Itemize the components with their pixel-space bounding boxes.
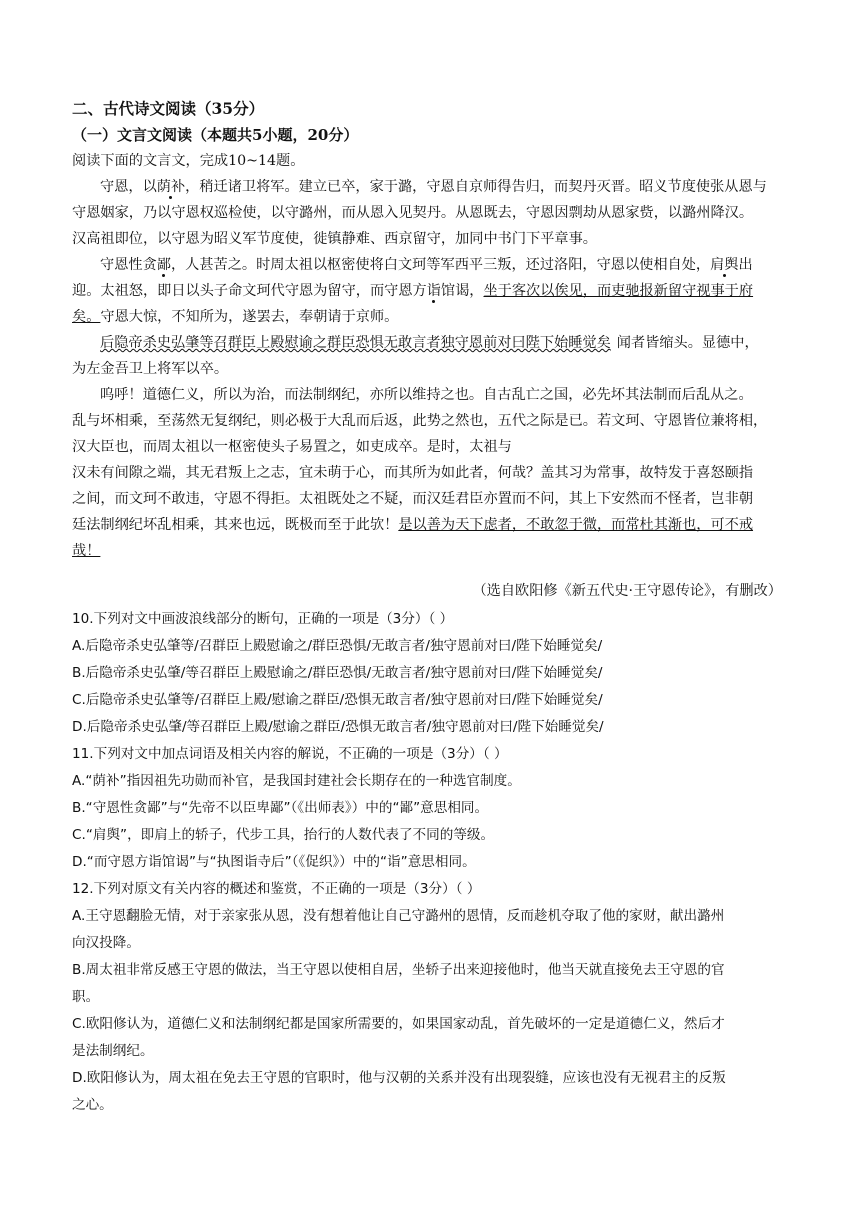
passage-line: [72, 280, 753, 302]
question-12-option-d: D.欧阳修认为，周太祖在免去王守恩的官职时，他与汉朝的关系并没有出现裂缝，应该也没有无视君主的反叛: [72, 1070, 726, 1086]
underlined-sentence: 矣。: [72, 309, 101, 325]
instruction: 阅读下面的文言文，完成10~14题。: [72, 153, 305, 169]
question-12-option-a-cont: 向汉投降。: [72, 935, 140, 951]
dotted-word: 荫补: [156, 179, 186, 195]
question-12-option-c-cont: 是法制纲纪。: [72, 1043, 154, 1059]
question-10-stem: 10.下列对文中画波浪线部分的断句，正确的一项是（3分）（ ）: [72, 611, 454, 627]
passage-line: [72, 540, 100, 562]
underlined-sentence: 是以善为天下虑者，不敢忽于微，而常杜其渐也，可不戒: [398, 517, 754, 533]
passage-line: [100, 332, 759, 354]
question-12-option-d-cont: 之心。: [72, 1097, 113, 1113]
underlined-sentence: 哉！: [72, 543, 101, 559]
text: 出: [738, 257, 753, 273]
underlined-sentence: 坐于客次以俟见，而吏驰报新留守视事于府: [483, 283, 754, 299]
text: 迎。太祖怒，即日以头子命文珂代守恩为留守，而守恩方: [72, 283, 427, 299]
question-11-stem: 11.下列对文中加点词语及相关内容的解说，不正确的一项是（3分）（ ）: [72, 746, 508, 762]
text: 守恩，以: [100, 179, 157, 195]
text: 廷法制纲纪坏乱相乘，其来也远，既极而至于此欤！: [72, 517, 399, 533]
text: 守恩大惊，不知所为，遂罢去，奉朝请于京师。: [100, 309, 399, 325]
question-11-option-c: C.“肩舆”，即肩上的轿子，代步工具，抬行的人数代表了不同的等级。: [72, 827, 495, 843]
passage-line: 之间，而文珂不敢违，守恩不得拒。太祖既处之不疑，而汉廷君臣亦置而不问，其上下安然而不怪者，岂非朝: [72, 491, 754, 507]
question-11-option-b: B.“守恩性贪鄙”与“先帝不以臣卑鄙”（《出师表》）中的“鄙”意思相同。: [72, 800, 489, 816]
question-10-option-d: D.后隐帝杀史弘肇/等召群臣上殿/慰谕之群臣/恐惧无敢言者/独守恩前对曰/陛下始睡觉矣/: [72, 719, 604, 735]
text: 守恩性贪: [100, 257, 157, 273]
passage-line: 为左金吾卫上将军以卒。: [72, 361, 229, 377]
passage-source: （选自欧阳修《新五代史·王守恩传论》，有删改）: [472, 583, 782, 599]
passage-line: 守恩姻家，乃以守恩权巡检使，以守潞州，而从恩入见契丹。从恩既去，守恩因剽劫从恩家赀，以潞州降汉。: [72, 205, 754, 221]
dotted-word: 诣: [426, 283, 441, 299]
question-10-option-c: C.后隐帝杀史弘肇等/召群臣上殿/慰谕之群臣/恐惧无敢言者/独守恩前对曰/陛下始睡觉矣/: [72, 692, 603, 708]
question-12-stem: 12.下列对原文有关内容的概述和鉴赏，不正确的一项是（3分）（ ）: [72, 881, 481, 897]
section-title: 二、古代诗文阅读（35分）: [72, 99, 265, 118]
passage-line: [100, 254, 753, 276]
text: ，稍迁诸卫将军。建立已卒，家于潞，守恩自京师得告归，而契丹灭晋。昭义节度使张从恩与: [185, 179, 767, 195]
dotted-word: 鄙: [156, 257, 171, 273]
passage-line: [100, 176, 767, 198]
subsection-title: （一）文言文阅读（本题共5小题，20分）: [72, 126, 359, 144]
question-12-option-b: B.周太祖非常反感王守恩的做法，当王守恩以使相自居，坐轿子出来迎接他时，他当天就直接免去王守恩的官: [72, 962, 725, 978]
dotted-word: 肩舆: [710, 257, 739, 273]
text: 馆谒，: [440, 283, 484, 299]
question-11-option-d: D.“而守恩方诣馆谒”与“执图诣寺后”（《促织》）中的“诣”意思相同。: [72, 854, 476, 870]
question-11-option-a: A.“荫补”指因祖先功勋而补官，是我国封建社会长期存在的一种选官制度。: [72, 773, 521, 789]
text: ，人甚苦之。时周太祖以枢密使将白文珂等军西平三叛，还过洛阳，守恩以使相自处，: [170, 257, 711, 273]
passage-line: 呜呼！道德仁义，所以为治，而法制纲纪，亦所以维持之也。自古乱亡之国，必先坏其法制而后乱从之。: [100, 387, 753, 403]
question-10-option-a: A.后隐帝杀史弘肇等/召群臣上殿慰谕之/群臣恐惧/无敢言者/独守恩前对曰/陛下始睡觉矣/: [72, 638, 603, 654]
question-12-option-a: A.王守恩翻脸无情，对于亲家张从恩，没有想着他让自己守潞州的恩情，反而趁机夺取了他的家财，献出潞州: [72, 908, 725, 924]
wavy-underlined-sentence: 后隐帝杀史弘肇等召群臣上殿慰谕之群臣恐惧无敢言者独守恩前对曰陛下始睡觉矣: [100, 335, 611, 351]
passage-line: [72, 514, 753, 536]
passage-line: 乱与坏相乘，至荡然无复纲纪，则必极于大乱而后返，此势之然也，五代之际是已。若文珂、守恩皆位兼将相，: [72, 413, 768, 429]
passage-line: [72, 306, 398, 328]
passage-line: 汉高祖即位，以守恩为昭义军节度使，徙镇静难、西京留守，加同中书门下平章事。: [72, 231, 597, 247]
question-12-option-c: C.欧阳修认为，道德仁义和法制纲纪都是国家所需要的，如果国家动乱，首先破坏的一定是道德仁义，然后才: [72, 1016, 725, 1032]
question-10-option-b: B.后隐帝杀史弘肇/等召群臣上殿慰谕之/群臣恐惧/无敢言者/独守恩前对曰/陛下始睡觉矣/: [72, 665, 603, 681]
passage-line: 汉大臣也，而周太祖以一枢密使头子易置之，如吏成卒。是时，太祖与: [72, 439, 512, 455]
passage-line: 汉未有间隙之端，其无君叛上之志，宜未萌于心，而其所为如此者，何哉？盖其习为常事，故特发于喜怒颐指: [72, 465, 754, 481]
question-12-option-b-cont: 职。: [72, 989, 100, 1005]
text: 闻者皆缩头。显德中，: [616, 335, 759, 351]
